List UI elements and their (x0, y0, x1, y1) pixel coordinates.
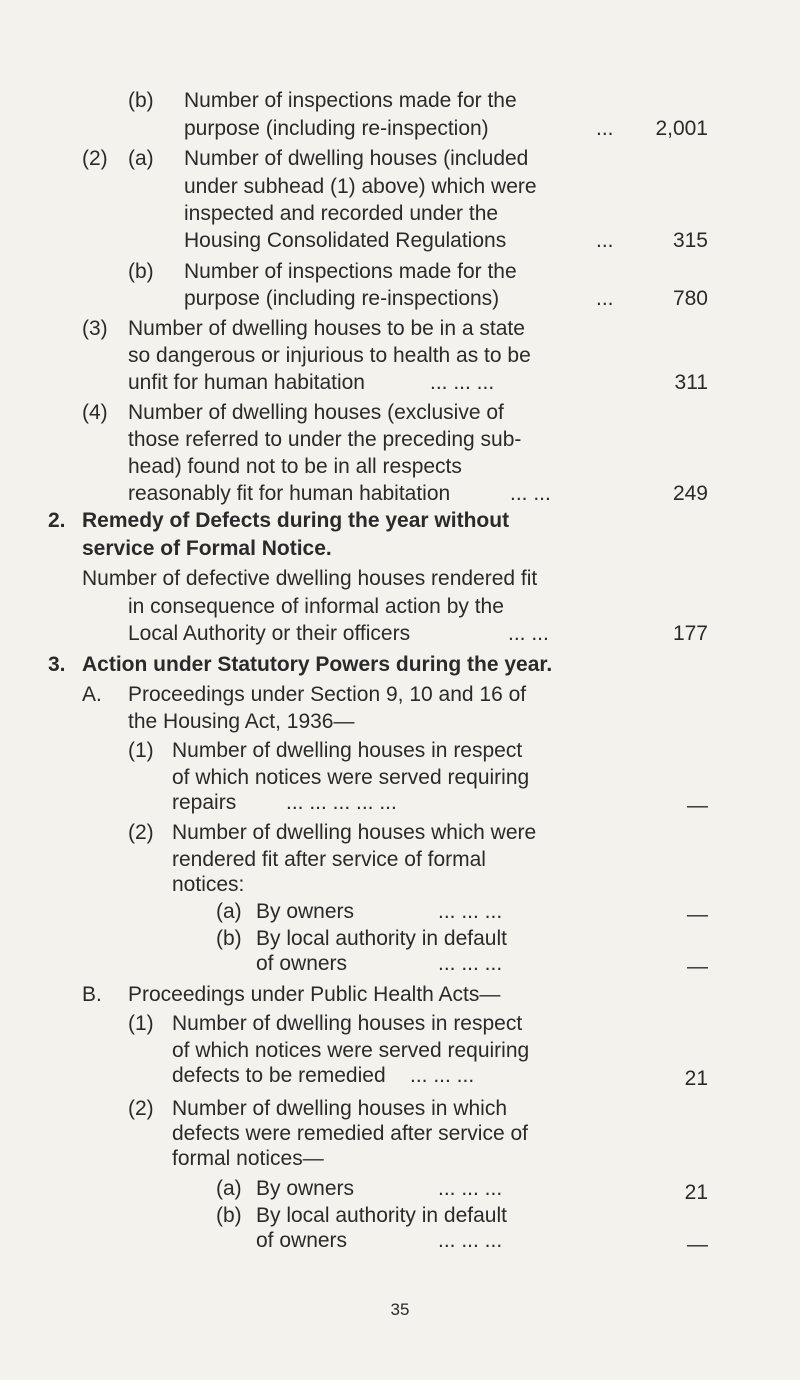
item-text: of owners (256, 952, 348, 975)
item-text: Local Authority or their officers (128, 622, 411, 645)
item-label: (2) (128, 1097, 154, 1120)
item-text: Number of dwelling houses (exclusive of (128, 401, 504, 424)
section-number: 3. (48, 653, 66, 676)
item-label: (4) (82, 401, 108, 424)
item-value: 249 (672, 482, 708, 505)
item-value: 21 (684, 1067, 708, 1090)
item-text: Housing Consolidated Regulations (184, 229, 507, 252)
item-text: Number of inspections made for the (184, 260, 517, 283)
item-value: — (687, 903, 708, 926)
subsection-label: B. (82, 983, 102, 1006)
section-heading: Remedy of Defects during the year without (82, 509, 510, 532)
item-text: the Housing Act, 1936— (128, 710, 355, 733)
item-label: (b) (128, 89, 154, 112)
item-text: under subhead (1) above) which were (184, 175, 537, 198)
item-text: Number of dwelling houses in respect (172, 1012, 523, 1035)
item-label: (2) (82, 147, 108, 170)
item-value: 21 (684, 1181, 708, 1204)
leader-dots: ... ... ... (438, 952, 503, 975)
item-text: defects were remedied after service of (172, 1122, 528, 1145)
item-label: (3) (82, 317, 108, 340)
item-label: (b) (216, 927, 242, 950)
item-text: purpose (including re-inspections) (184, 287, 500, 310)
item-text: formal notices— (172, 1147, 324, 1170)
item-text: head) found not to be in all respects (128, 455, 462, 478)
item-text: By local authority in default (256, 927, 507, 950)
item-text: in consequence of informal action by the (128, 595, 504, 618)
item-label: (a) (216, 900, 242, 923)
section-number: 2. (48, 509, 66, 532)
item-text: Number of dwelling houses in which (172, 1097, 508, 1120)
item-text: of owners (256, 1229, 348, 1252)
item-text: By local authority in default (256, 1204, 507, 1227)
item-value: 315 (672, 229, 708, 252)
leader-dots: ... ... ... (410, 1064, 475, 1087)
item-text: purpose (including re-inspection) (184, 117, 489, 140)
item-text: By owners (256, 1177, 355, 1200)
item-value: 177 (672, 622, 708, 645)
leader-dots: ... (596, 117, 614, 140)
section-heading: Action under Statutory Powers during the year. (82, 653, 553, 676)
item-text: reasonably fit for human habitation (128, 482, 451, 505)
item-text: Proceedings under Section 9, 10 and 16 of (128, 683, 527, 706)
item-text: unfit for human habitation (128, 371, 365, 394)
item-text: inspected and recorded under the (184, 202, 499, 225)
leader-dots: ... (596, 287, 614, 310)
item-text: Number of inspections made for the (184, 89, 517, 112)
item-label: (b) (216, 1204, 242, 1227)
leader-dots: ... ... ... (438, 1229, 503, 1252)
section-heading: service of Formal Notice. (82, 537, 332, 560)
item-text: defects to be remedied (172, 1064, 386, 1087)
item-text: Number of dwelling houses (included (184, 147, 529, 170)
item-text: of which notices were served requiring (172, 1039, 530, 1062)
leader-dots: ... ... (510, 482, 551, 505)
item-value: — (687, 794, 708, 817)
item-label: (b) (128, 260, 154, 283)
item-text: Number of defective dwelling houses rendered fit (82, 567, 538, 590)
item-text: repairs (172, 791, 237, 814)
item-value: 2,001 (655, 117, 708, 140)
item-text: of which notices were served requiring (172, 766, 530, 789)
leader-dots: ... ... ... ... ... (286, 791, 397, 814)
item-label: (1) (128, 1012, 154, 1035)
page-number: 35 (390, 1300, 410, 1319)
item-label: (2) (128, 821, 154, 844)
item-text: notices: (172, 873, 245, 896)
item-label: (a) (216, 1177, 242, 1200)
item-text: Proceedings under Public Health Acts— (128, 983, 501, 1006)
item-label: (a) (128, 147, 154, 170)
item-text: those referred to under the preceding sub- (128, 428, 522, 451)
item-label: (1) (128, 739, 154, 762)
leader-dots: ... ... (508, 622, 549, 645)
leader-dots: ... (596, 229, 614, 252)
item-text: Number of dwelling houses which were (172, 821, 537, 844)
leader-dots: ... ... ... (438, 1177, 503, 1200)
subsection-label: A. (82, 683, 102, 706)
item-value: 311 (674, 371, 708, 394)
leader-dots: ... ... ... (438, 900, 503, 923)
item-text: so dangerous or injurious to health as to be (128, 344, 531, 367)
item-text: Number of dwelling houses to be in a state (128, 317, 525, 340)
item-text: By owners (256, 900, 355, 923)
item-value: — (687, 1233, 708, 1256)
item-text: rendered fit after service of formal (172, 848, 486, 871)
item-text: Number of dwelling houses in respect (172, 739, 523, 762)
leader-dots: ... ... ... (430, 371, 495, 394)
item-value: — (687, 955, 708, 978)
item-value: 780 (672, 287, 708, 310)
